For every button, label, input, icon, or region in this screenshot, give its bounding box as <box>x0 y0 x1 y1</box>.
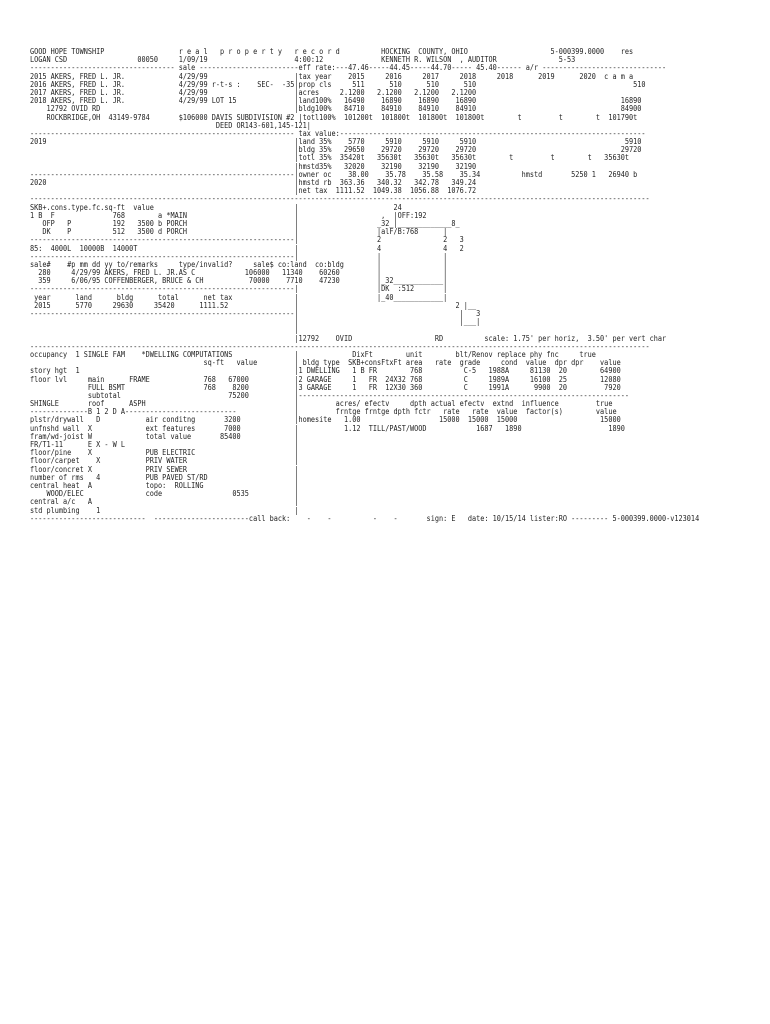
record-line: |net tax 1111.52 1049.38 1056.88 1076.72 <box>30 186 477 196</box>
record-line: WOOD/ELEC code 0535 | <box>30 489 299 499</box>
record-line: number of rms 4 PUB PAVED ST/RD | <box>30 472 299 482</box>
property-record-printout <box>30 48 699 523</box>
record-line: subtotal 75200 |-------------------------------------------------------------------------------- <box>30 390 629 400</box>
record-line: std plumbing 1 | <box>30 505 299 515</box>
record-line: |hmstd35% 32020 32190 32190 32190 <box>30 161 477 171</box>
record-line: floor/carpet X PRIV WATER | <box>30 456 299 466</box>
record-line: --------------B 1 2 D A--------------------------- | frntge frntge dpth fctr rate rate value factor(s) value <box>30 407 617 417</box>
record-line: plstr/drywall D air conditng 3200 |homesite 1.00 15000 15000 15000 15000 <box>30 415 621 425</box>
record-line: ----------------------------------------------------------------| |DK :512 | <box>30 284 448 294</box>
record-line: GOOD HOPE TOWNSHIP r e a l p r o p e r t y r e c o r d HOCKING COUNTY, OHIO 5-000399.0000 res <box>30 47 634 56</box>
record-line: 2016 AKERS, FRED L. JR. 4/29/99 r-t-s : SEC- -35|prop cls 511 510 510 510 510 <box>30 79 646 89</box>
record-line: | |___| <box>30 317 481 327</box>
record-line: 2020 |hmstd rb 363.36 340.32 342.78 349.24 <box>30 178 477 187</box>
record-line: 1 B F 768 a *MAIN | , |OFF:192 <box>30 210 427 220</box>
record-line: 2019 |land 35% 5770 5910 5910 5910 5910 <box>30 137 642 147</box>
record-line: 12792 OVID RD |bldg100% 84710 84910 84910 84910 84900 <box>30 104 642 114</box>
record-line: central a/c A | <box>30 497 299 507</box>
record-line: DEED OR143-601,145-121| <box>30 120 311 130</box>
record-line: ---------------------------------------------------------------- tax value:-------------------------------------------------------------------------- <box>30 128 646 138</box>
record-line: 280 4/29/99 AKERS, FRED L. JR.AS C 106000 11340 60260 | | <box>30 268 448 278</box>
record-line: floor lvl main FRAME 768 67000 |2 GARAGE 1 FR 24X32 768 C 1989A 16100 25 12080 <box>30 374 621 384</box>
record-line: |12792 OVID RD scale: 1.75' per horiz, 3.50' per vert char <box>30 333 667 343</box>
record-line: 85: 4000L 10000B 14000T | 4 4 2 <box>30 243 464 253</box>
record-line: floor/concret X PRIV SEWER | <box>30 464 299 474</box>
record-line: SKB+.cons.type.fc.sq-ft value | 24 <box>30 202 402 212</box>
record-line: ----------------------------------- sale ------------------------eff rate:---47.46-----44.45-----44.70----- 45.40------ a/r ------------------------------ <box>30 63 667 73</box>
record-line: ----------------------------------------------------------------| | 3 <box>30 309 481 318</box>
record-line: story hgt 1 |1 DWELLING 1 B FR 768 C-5 1988A 81130 20 64900 <box>30 366 621 376</box>
record-line: ROCKBRIDGE,OH 43149-9784 $106000 DAVIS SUBDIVISION #2 |totl100% 101200t 101800t 101800t 101800t t t t 101790t <box>30 112 638 122</box>
record-line: sale# #p mm dd yy to/remarks type/invalid? sale$ co:land co:bldg | | <box>30 259 448 269</box>
record-line: 2015 5770 29630 35420 1111.52 | 2 |__ <box>30 300 477 310</box>
record-line: | <box>30 325 299 335</box>
record-line: 2018 AKERS, FRED L. JR. 4/29/99 LOT 15 |land100% 16490 16890 16890 16890 16890 <box>30 96 642 106</box>
record-line: FULL BSMT 768 8200 |3 GARAGE 1 FR 12X30 360 C 1991A 9900 20 7920 <box>30 382 621 392</box>
record-line: 359 6/06/95 COFFENBERGER, BRUCE & CH 70000 7710 47230 |_32____________| <box>30 276 448 286</box>
record-line: ----------------------------------------------------------------| | | <box>30 251 448 261</box>
record-line: OFP P 192 3500 b PORCH | _32_|_____________8_ <box>30 218 460 228</box>
record-line: ---------------------------- -----------------------call back: - - - - sign: E date: 10/15/14 lister:RO --------- 5-000399.0000-v123014 <box>30 513 700 523</box>
record-line: year land bldg total net tax | |_40____________| <box>30 292 448 302</box>
record-line: floor/pine X PUB ELECTRIC | <box>30 448 299 458</box>
record-line: 2017 AKERS, FRED L. JR. 4/29/99 |acres 2.1200 2.1200 2.1200 2.1200 <box>30 87 477 97</box>
record-line: 2015 AKERS, FRED L. JR. 4/29/99 |tax year 2015 2016 2017 2018 2018 2019 2020 c a m a <box>30 71 634 81</box>
record-line: ----------------------------------------------------------------| 2 2 3 <box>30 235 464 245</box>
record-line: sq-ft value | bldg type SKB+consFtxFt area rate grade cond value dpr dpr value <box>30 358 621 368</box>
record-line: fram/wd-joist W total value 85400 | <box>30 431 299 441</box>
record-line: |totl 35% 35420t 35630t 35630t 35630t t t t 35630t <box>30 153 629 163</box>
record-line: central heat A topo: ROLLING | <box>30 480 299 490</box>
record-line: DK P 512 3500 d PORCH | |alF/B:768 | <box>30 227 448 237</box>
record-line: LOGAN CSD 00050 1/09/19 4:00:12 KENNETH R. WILSON , AUDITOR 5-53 <box>30 55 576 65</box>
record-line: FR/T1-11 E X - W L | <box>30 440 299 449</box>
record-line: ------------------------------------------------------------------------------------------------------------------------------------------------------ <box>30 341 650 351</box>
record-line: occupancy 1 SINGLE FAM *DWELLING COMPUTATIONS | DixFt unit blt/Renov replace phy fnc true <box>30 349 596 359</box>
record-line: unfnshd wall X ext features 7000 | 1.12 TILL/PAST/WOOD 1687 1890 1890 <box>30 423 625 433</box>
record-line: ------------------------------------------------------------------------------------------------------------------------------------------------------ <box>30 194 650 204</box>
record-line: |bldg 35% 29650 29720 29720 29720 29720 <box>30 145 642 155</box>
record-line: ----------------------------------------------------------------|owner oc 38.00 35.78 35.58 35.34 hmstd 5250 1 26940 b <box>30 169 638 179</box>
record-line: SHINGLE roof ASPH | acres/ efectv dpth actual efectv extnd influence true <box>30 399 613 409</box>
